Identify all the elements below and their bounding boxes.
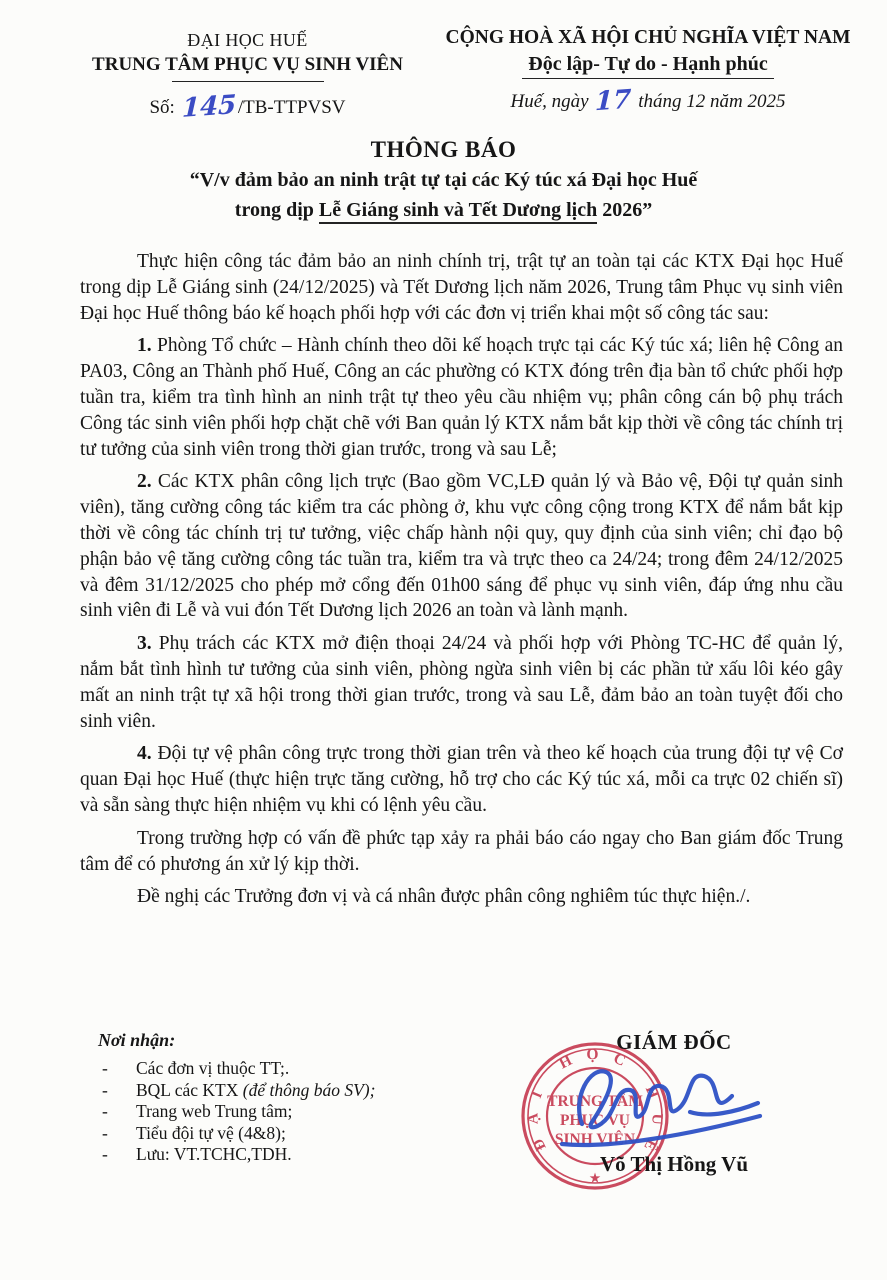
date-suffix: tháng 12 năm 2025	[633, 91, 786, 112]
list-item	[98, 1123, 438, 1145]
issuing-org-block	[75, 30, 420, 124]
paragraph-number: 3.	[137, 633, 152, 655]
org-name: TRUNG TÂM PHỤC VỤ SINH VIÊN	[92, 54, 403, 75]
recipients-list	[98, 1058, 438, 1166]
document-body	[80, 249, 843, 917]
recipient-text: Tiểu đội tự vệ (4&8);	[136, 1122, 286, 1143]
recipient-text-plain: BQL các KTX	[136, 1079, 243, 1100]
list-item	[98, 1101, 438, 1123]
subtitle-underlined: Lễ Giáng sinh và Tết Dương lịch	[319, 199, 597, 224]
recipient-text: Lưu: VT.TCHC,TDH.	[136, 1144, 292, 1165]
date-prefix: Huế, ngày	[510, 91, 594, 112]
recipient-text	[136, 1080, 375, 1102]
dash: -	[102, 1101, 108, 1122]
paragraph-number: 1.	[137, 335, 152, 357]
list-item	[98, 1058, 438, 1080]
recipients-title: Nơi nhận:	[98, 1030, 176, 1050]
paragraph-item-4	[80, 741, 843, 818]
doc-number-prefix: Số:	[149, 97, 180, 118]
paragraph-intro	[80, 249, 843, 326]
org-parent: ĐẠI HỌC HUẾ	[187, 30, 308, 50]
paragraph-text: Thực hiện công tác đảm bảo an ninh chính trị, trật tự an toàn tại các KTX Đại học Huế trong dịp Lễ Giáng sinh (24/12/2025) và Tết Dương lịch năm 2026, Trung tâm Phục vụ sinh viên Đại học Huế thông báo kế hoạch phối hợp với các đơn vị triển khai một số công tác sau:	[80, 251, 843, 324]
national-header-block	[428, 27, 868, 118]
dash: -	[102, 1058, 108, 1078]
paragraph-text: Trong trường hợp có vấn đề phức tạp xảy ra phải báo cáo ngay cho Ban giám đốc Trung tâm để có phương án xử lý kịp thời.	[80, 827, 843, 875]
signer-role: GIÁM ĐỐC	[616, 1030, 732, 1054]
doc-number-line	[75, 90, 420, 124]
dash: -	[102, 1122, 108, 1143]
doc-subtitle-line2	[0, 197, 887, 223]
paragraph-text: Phòng Tổ chức – Hành chính theo dõi kế hoạch trực tại các Ký túc xá; liên hệ Công an PA03, Công an Thành phố Huế, Công an các phường có KTX đóng trên địa bàn tổ chức phối hợp tuần tra, kiểm tra tình hình an ninh trật tự theo yêu cầu nhiệm vụ; phân công cán bộ phụ trách Công tác sinh viên phối hợp chặt chẽ với Ban quản lý KTX nắm bắt kịp thời về công tác chính trị tư tưởng của sinh viên trong thời gian trước, trong và sau Lễ;	[80, 335, 843, 460]
paragraph-number: 4.	[137, 743, 152, 765]
paragraph-item-1	[80, 333, 843, 462]
recipients-block	[98, 1030, 438, 1166]
paragraph-item-3	[80, 631, 843, 734]
dash: -	[102, 1079, 108, 1100]
subtitle-prefix: trong dịp	[234, 199, 319, 221]
stamp-star-icon: ★	[589, 1171, 601, 1185]
paragraph-text: Đội tự vệ phân công trực trong thời gian trên và theo kế hoạch của trung đội tự vệ Cơ quan Đại học Huế (thực hiện trực tăng cường, hỗ trợ cho các Ký túc xá, mỗi ca trực 02 chiến sĩ) và sẵn sàng thực hiện nhiệm vụ khi có lệnh yêu cầu.	[80, 743, 843, 816]
date-day-handwritten: 17	[594, 84, 632, 118]
paragraph-text: Phụ trách các KTX mở điện thoại 24/24 và phối hợp với Phòng TC-HC để quản lý, nắm bắt tình hình tư tưởng của sinh viên, phòng ngừa sinh viên bị các phần tử xấu lôi kéo gây mất an ninh trật tự xã hội trong thời gian trước, trong và sau Lễ, đảm bảo an toàn tuyệt đối cho sinh viên.	[80, 633, 843, 732]
stamp-center-line1: TRUNG TÂM	[547, 1093, 643, 1110]
stamp-center-line2: PHỤC VỤ	[560, 1112, 630, 1129]
doc-number-handwritten: 145	[181, 90, 237, 124]
title-block	[0, 137, 887, 223]
doc-title: THÔNG BÁO	[370, 137, 517, 162]
motto-line1: CỘNG HOÀ XÃ HỘI CHỦ NGHĨA VIỆT NAM	[445, 27, 851, 48]
paragraph-closing	[80, 884, 843, 910]
stamp-center-line3: SINH VIÊN	[554, 1131, 636, 1148]
org-underline	[172, 81, 324, 82]
paragraph-text: Các KTX phân công lịch trực (Bao gồm VC,LĐ quản lý và Bảo vệ, Đội tự quản sinh viên), tăng cường công tác kiểm tra các phòng ở, khu vực công cộng trong KTX để nắm bắt kịp thời về công tác chính trị tư tưởng, việc chấp hành nội quy, quy định của sinh viên; chỉ đạo bộ phận bảo vệ tăng cường công tác tuần tra, kiểm tra và trực theo ca 24/24; trong đêm 24/12/2025 và đêm 31/12/2025 cho phép mở cổng đến 01h00 sáng để phục vụ sinh viên, đáp ứng nhu cầu sinh viên đi Lễ và vui đón Tết Dương lịch 2026 an toàn và lành mạnh.	[80, 471, 843, 622]
list-item	[98, 1080, 438, 1102]
doc-number-suffix: /TB-TTPVSV	[237, 97, 346, 118]
date-line	[428, 84, 868, 118]
dash: -	[102, 1144, 108, 1165]
recipient-text-italic: (để thông báo SV);	[242, 1079, 376, 1100]
paragraph-item-2	[80, 469, 843, 624]
handwritten-signature	[540, 1046, 790, 1166]
recipient-text: Trang web Trung tâm;	[136, 1101, 293, 1122]
list-item	[98, 1144, 438, 1166]
paragraph-escalation	[80, 826, 843, 878]
signer-name: Võ Thị Hồng Vũ	[599, 1152, 749, 1176]
paragraph-text: Đề nghị các Trưởng đơn vị và cá nhân được phân công nghiêm túc thực hiện./.	[137, 886, 751, 908]
paragraph-number: 2.	[137, 471, 152, 493]
stamp-ring-text: ĐẠI HỌC HUẾ	[524, 1046, 666, 1157]
recipient-text: Các đơn vị thuộc TT;.	[136, 1058, 290, 1078]
motto-line2: Độc lập- Tự do - Hạnh phúc	[522, 53, 773, 79]
doc-subtitle-line1: “V/v đảm bảo an ninh trật tự tại các Ký túc xá Đại học Huế	[189, 169, 698, 191]
subtitle-suffix: 2026”	[597, 199, 653, 221]
